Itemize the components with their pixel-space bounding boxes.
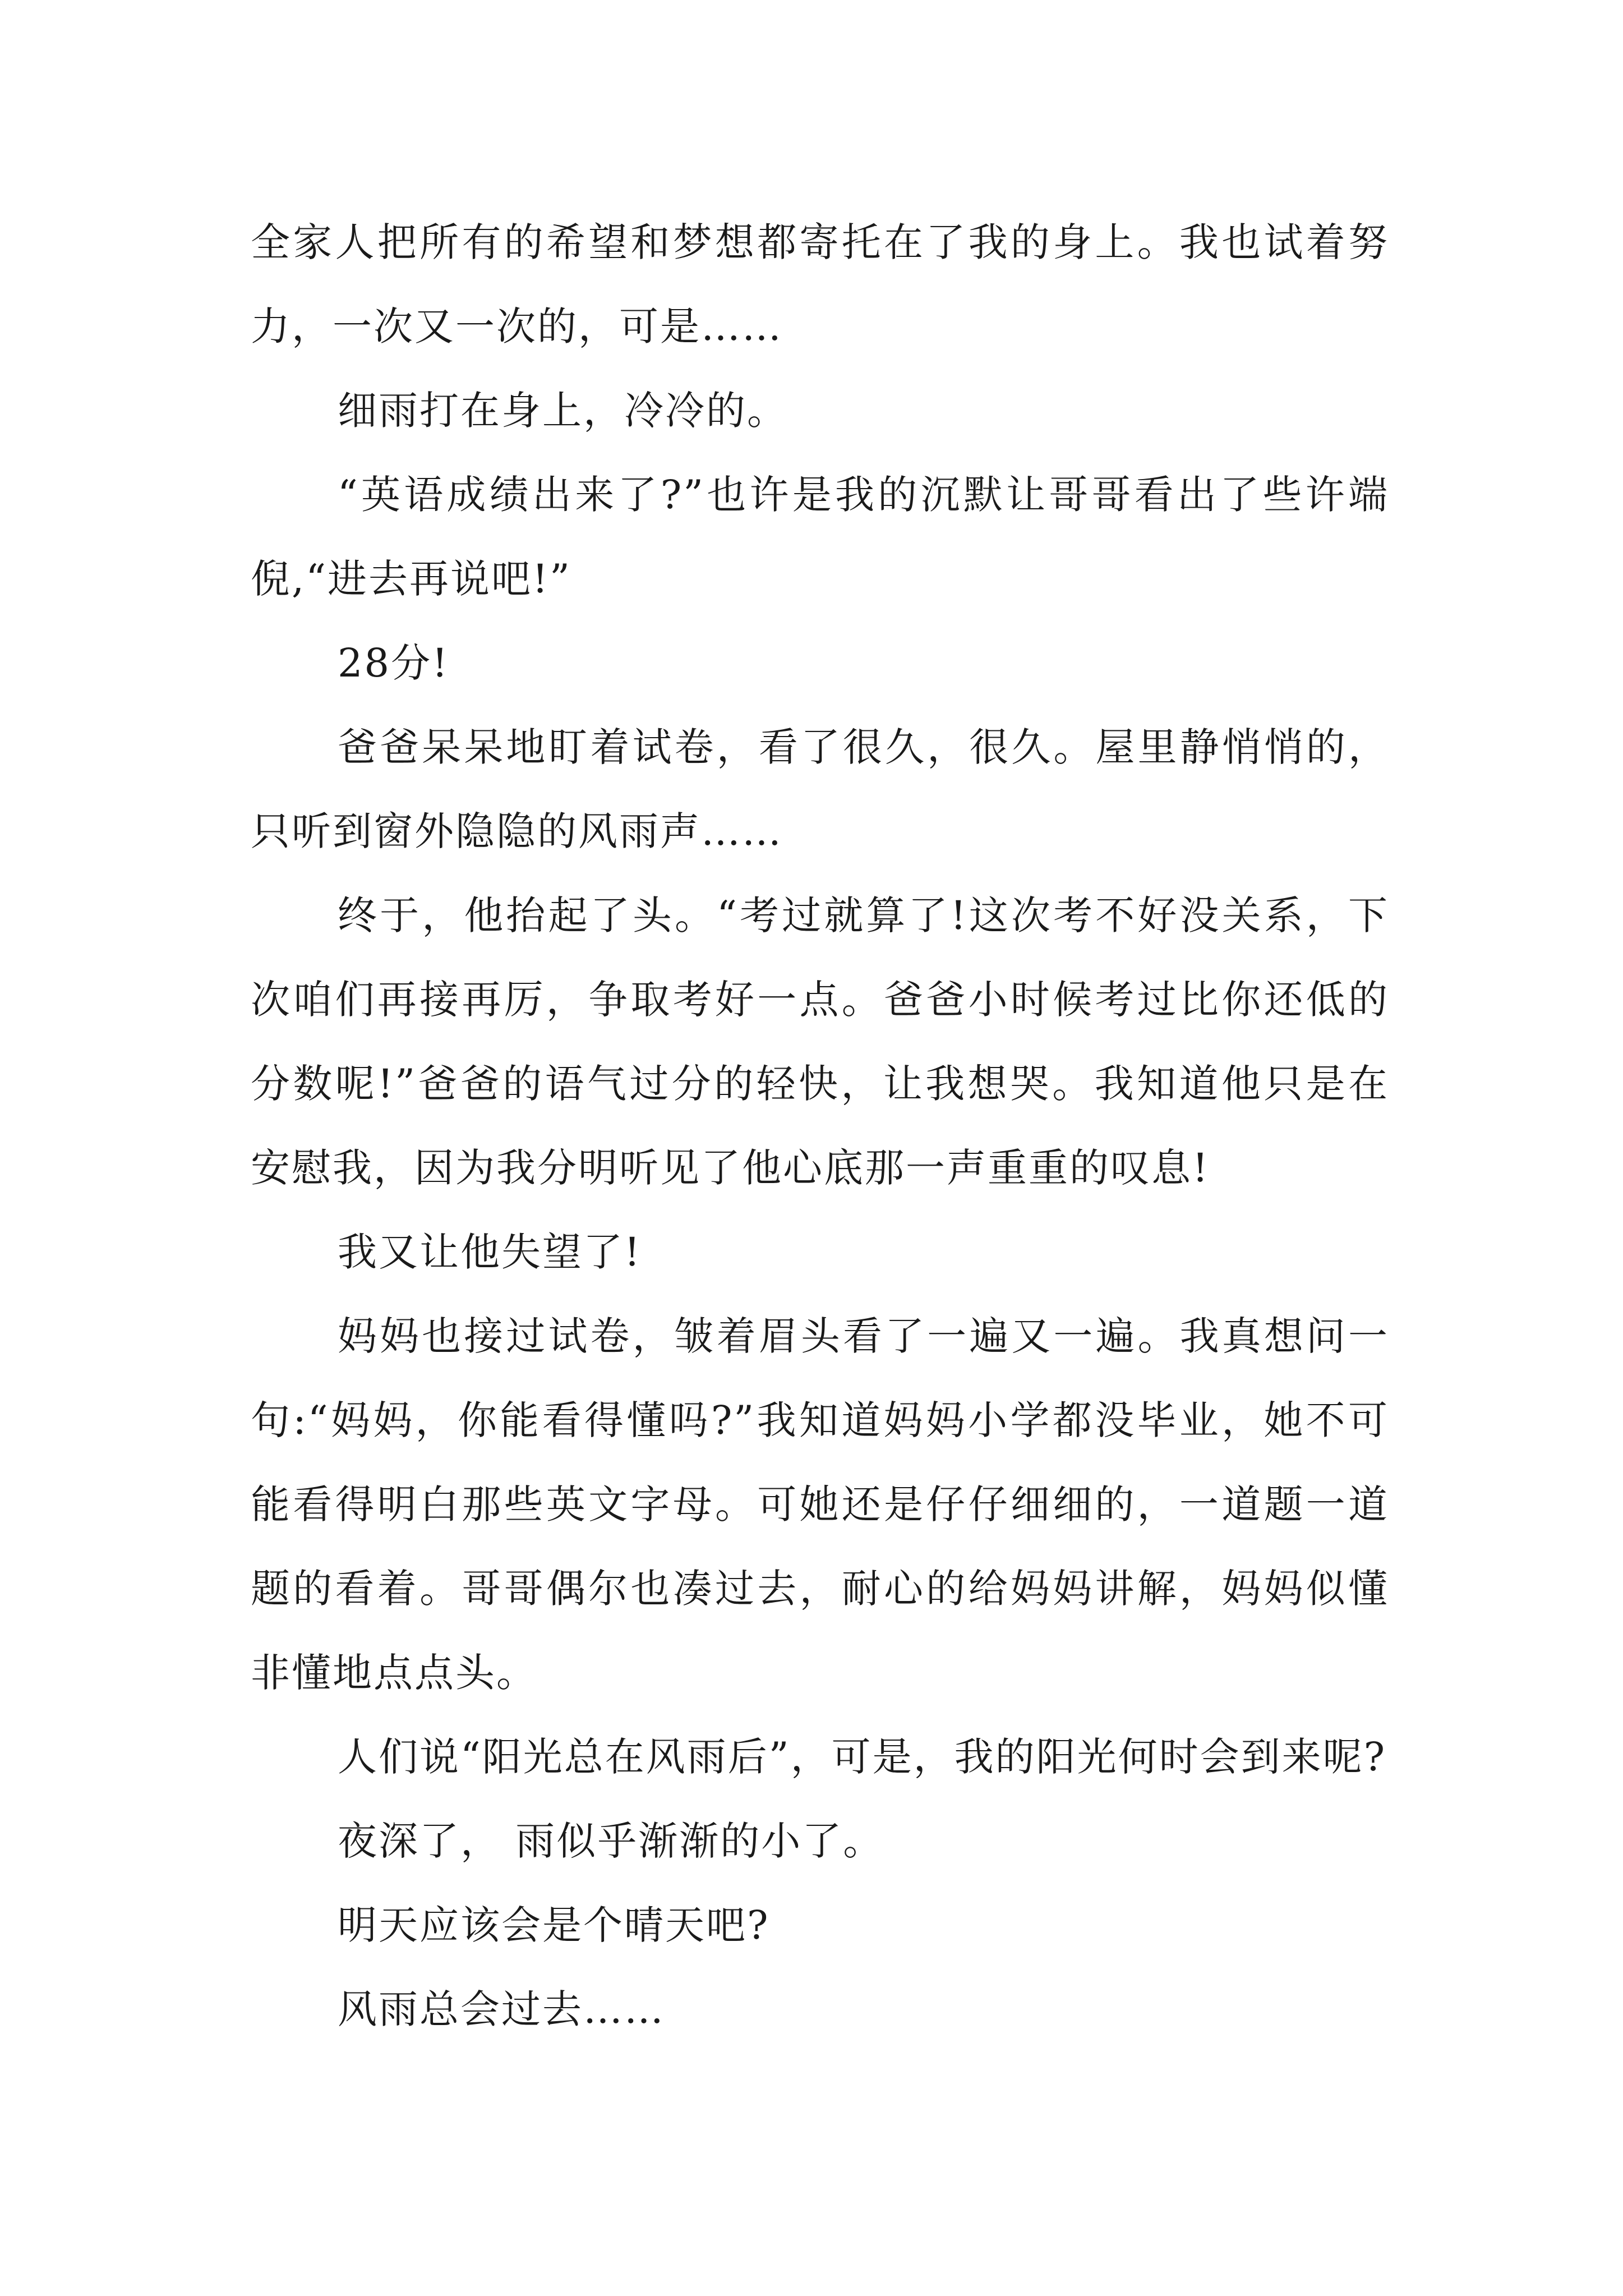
paragraph-11: 明天应该会是个晴天吧?	[338, 1902, 770, 1948]
paragraph-1: 全家人把所有的希望和梦想都寄托在了我的身上。我也试着努力，一次又一次的，可是……	[251, 219, 1389, 349]
paragraph-8: 妈妈也接过试卷，皱着眉头看了一遍又一遍。我真想问一句:“妈妈，你能看得懂吗?”我知道妈妈小学都没毕业，她不可能看得明白那些英文字母。可她还是仔仔细细的，一道题一道题的看着。哥哥偶尔也凑过去，耐心的给妈妈讲解，妈妈似懂非懂地点点头。	[251, 1313, 1389, 1696]
paragraph-2: 细雨打在身上，冷冷的。	[338, 388, 788, 434]
paragraph-12: 风雨总会过去……	[338, 1986, 665, 2032]
paragraph-9: 人们说“阳光总在风雨后”，可是，我的阳光何时会到来呢?	[338, 1734, 1387, 1780]
paragraph-6: 终于，他抬起了头。“考过就算了!这次考不好没关系，下次咱们再接再厉，争取考好一点。爸爸小时候考过比你还低的分数呢!”爸爸的语气过分的轻快，让我想哭。我知道他只是在安慰我，因为我分明听见了他心底那一声重重的叹息!	[251, 892, 1389, 1191]
paragraph-3: “英语成绩出来了?”也许是我的沉默让哥哥看出了些许端倪,“进去再说吧!”	[251, 472, 1389, 602]
document-body	[251, 200, 1389, 2051]
paragraph-10: 夜深了， 雨似乎渐渐的小了。	[338, 1818, 884, 1864]
paragraph-5: 爸爸呆呆地盯着试卷，看了很久，很久。屋里静悄悄的，只听到窗外隐隐的风雨声……	[251, 724, 1389, 854]
paragraph-4: 28分!	[338, 640, 450, 686]
paragraph-7: 我又让他失望了!	[338, 1229, 642, 1275]
